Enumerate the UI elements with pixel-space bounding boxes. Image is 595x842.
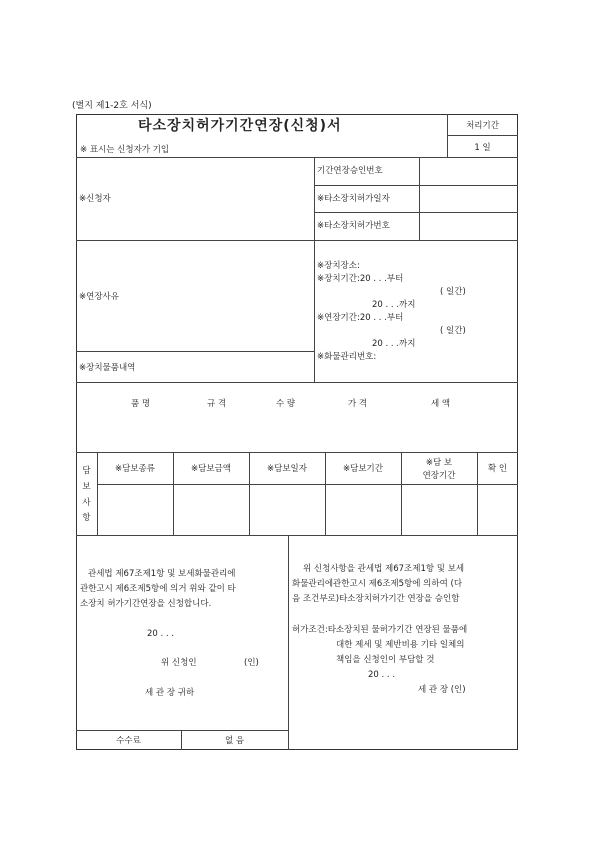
goods-col-tax: 세 액 <box>431 399 451 409</box>
approval-no-label: 기간연장승인번호 <box>317 166 383 176</box>
form-number: (별지 제1-2호 서식) <box>72 101 152 111</box>
security-period-header: ※담보기간 <box>343 464 383 474</box>
security-ext-header-2: 연장기간 <box>422 471 456 481</box>
goods-details-label: ※장치물품내역 <box>79 363 136 373</box>
left-body-line-3: 소장치 허가기간연장을 신청합니다. <box>80 599 212 609</box>
left-body-line-1: 관세법 제67조제1항 및 보세화물관리에 <box>88 569 236 579</box>
right-condition-line-1: 허가조건:타소장치된 물허가기간 연장된 물품에 <box>292 625 468 635</box>
right-condition-line-2: 대한 제세 및 제반비용 기타 일체의 <box>336 640 465 650</box>
right-body-line-1: 위 신청사항을 관세법 제67조제1항 및 보세 <box>303 564 465 574</box>
form-title: 타소장치허가기간연장(신청)서 <box>138 118 342 134</box>
fee-value: 없 음 <box>224 736 245 746</box>
right-condition-line-3: 책임을 신청인이 부담할 것 <box>336 655 435 665</box>
security-side-4: 항 <box>82 513 91 523</box>
extension-period-days: ( 일간) <box>440 326 466 336</box>
storage-period-label: ※장치기간:20 . . .부터 <box>317 274 404 284</box>
goods-col-price: 가 격 <box>348 399 368 409</box>
cargo-no-label: ※화물관리번호: <box>317 352 377 362</box>
form-frame <box>76 114 518 750</box>
storage-place-label: ※장치장소: <box>317 261 360 271</box>
right-body-line-2: 화물관리에관한고시 제6조제5항에 의하여 (다 <box>292 579 463 589</box>
security-side-1: 담 <box>82 466 91 476</box>
left-body-line-2: 관한고시 제6조제5항에 의거 위와 같이 타 <box>80 584 236 594</box>
security-side-3: 사 <box>82 498 91 508</box>
applicant-label: ※신청자 <box>79 194 111 204</box>
security-date-header: ※담보일자 <box>267 464 307 474</box>
permit-date-label: ※타소장치허가일자 <box>317 194 390 204</box>
processing-value: 1 일 <box>474 143 491 153</box>
right-body-line-3: 음 조건부로)타소장치허가기간 연장을 승인함 <box>292 594 460 604</box>
extension-period-to: 20 . . .까지 <box>372 339 416 349</box>
security-side-2: 보 <box>82 482 91 492</box>
right-signer: 세 관 장 (인) <box>418 685 466 695</box>
left-date: 20 . . . <box>147 629 175 639</box>
security-confirm-header: 확 인 <box>487 464 508 474</box>
instruction-note: ※ 표시는 신청자가 기입 <box>80 145 170 155</box>
security-ext-header-1: ※담 보 <box>425 458 453 468</box>
extension-reason-label: ※연장사유 <box>79 292 119 302</box>
security-amount-header: ※담보금액 <box>191 464 231 474</box>
goods-col-name: 품 명 <box>131 399 151 409</box>
storage-period-days: ( 일간) <box>440 287 466 297</box>
storage-period-to: 20 . . .까지 <box>372 300 416 310</box>
processing-label: 처리기간 <box>466 121 499 131</box>
goods-col-spec: 규 격 <box>207 399 227 409</box>
fee-label: 수수료 <box>116 736 141 746</box>
left-seal: (인) <box>244 658 259 668</box>
security-type-header: ※담보종류 <box>115 464 155 474</box>
right-date: 20 . . . <box>368 670 396 680</box>
left-addressee: 세 관 장 귀하 <box>145 688 195 698</box>
goods-col-qty: 수 량 <box>276 399 296 409</box>
permit-no-label: ※타소장치허가번호 <box>317 221 390 231</box>
left-applicant: 위 신청인 <box>161 658 197 668</box>
extension-period-label: ※연장기간:20 . . .부터 <box>317 313 404 323</box>
